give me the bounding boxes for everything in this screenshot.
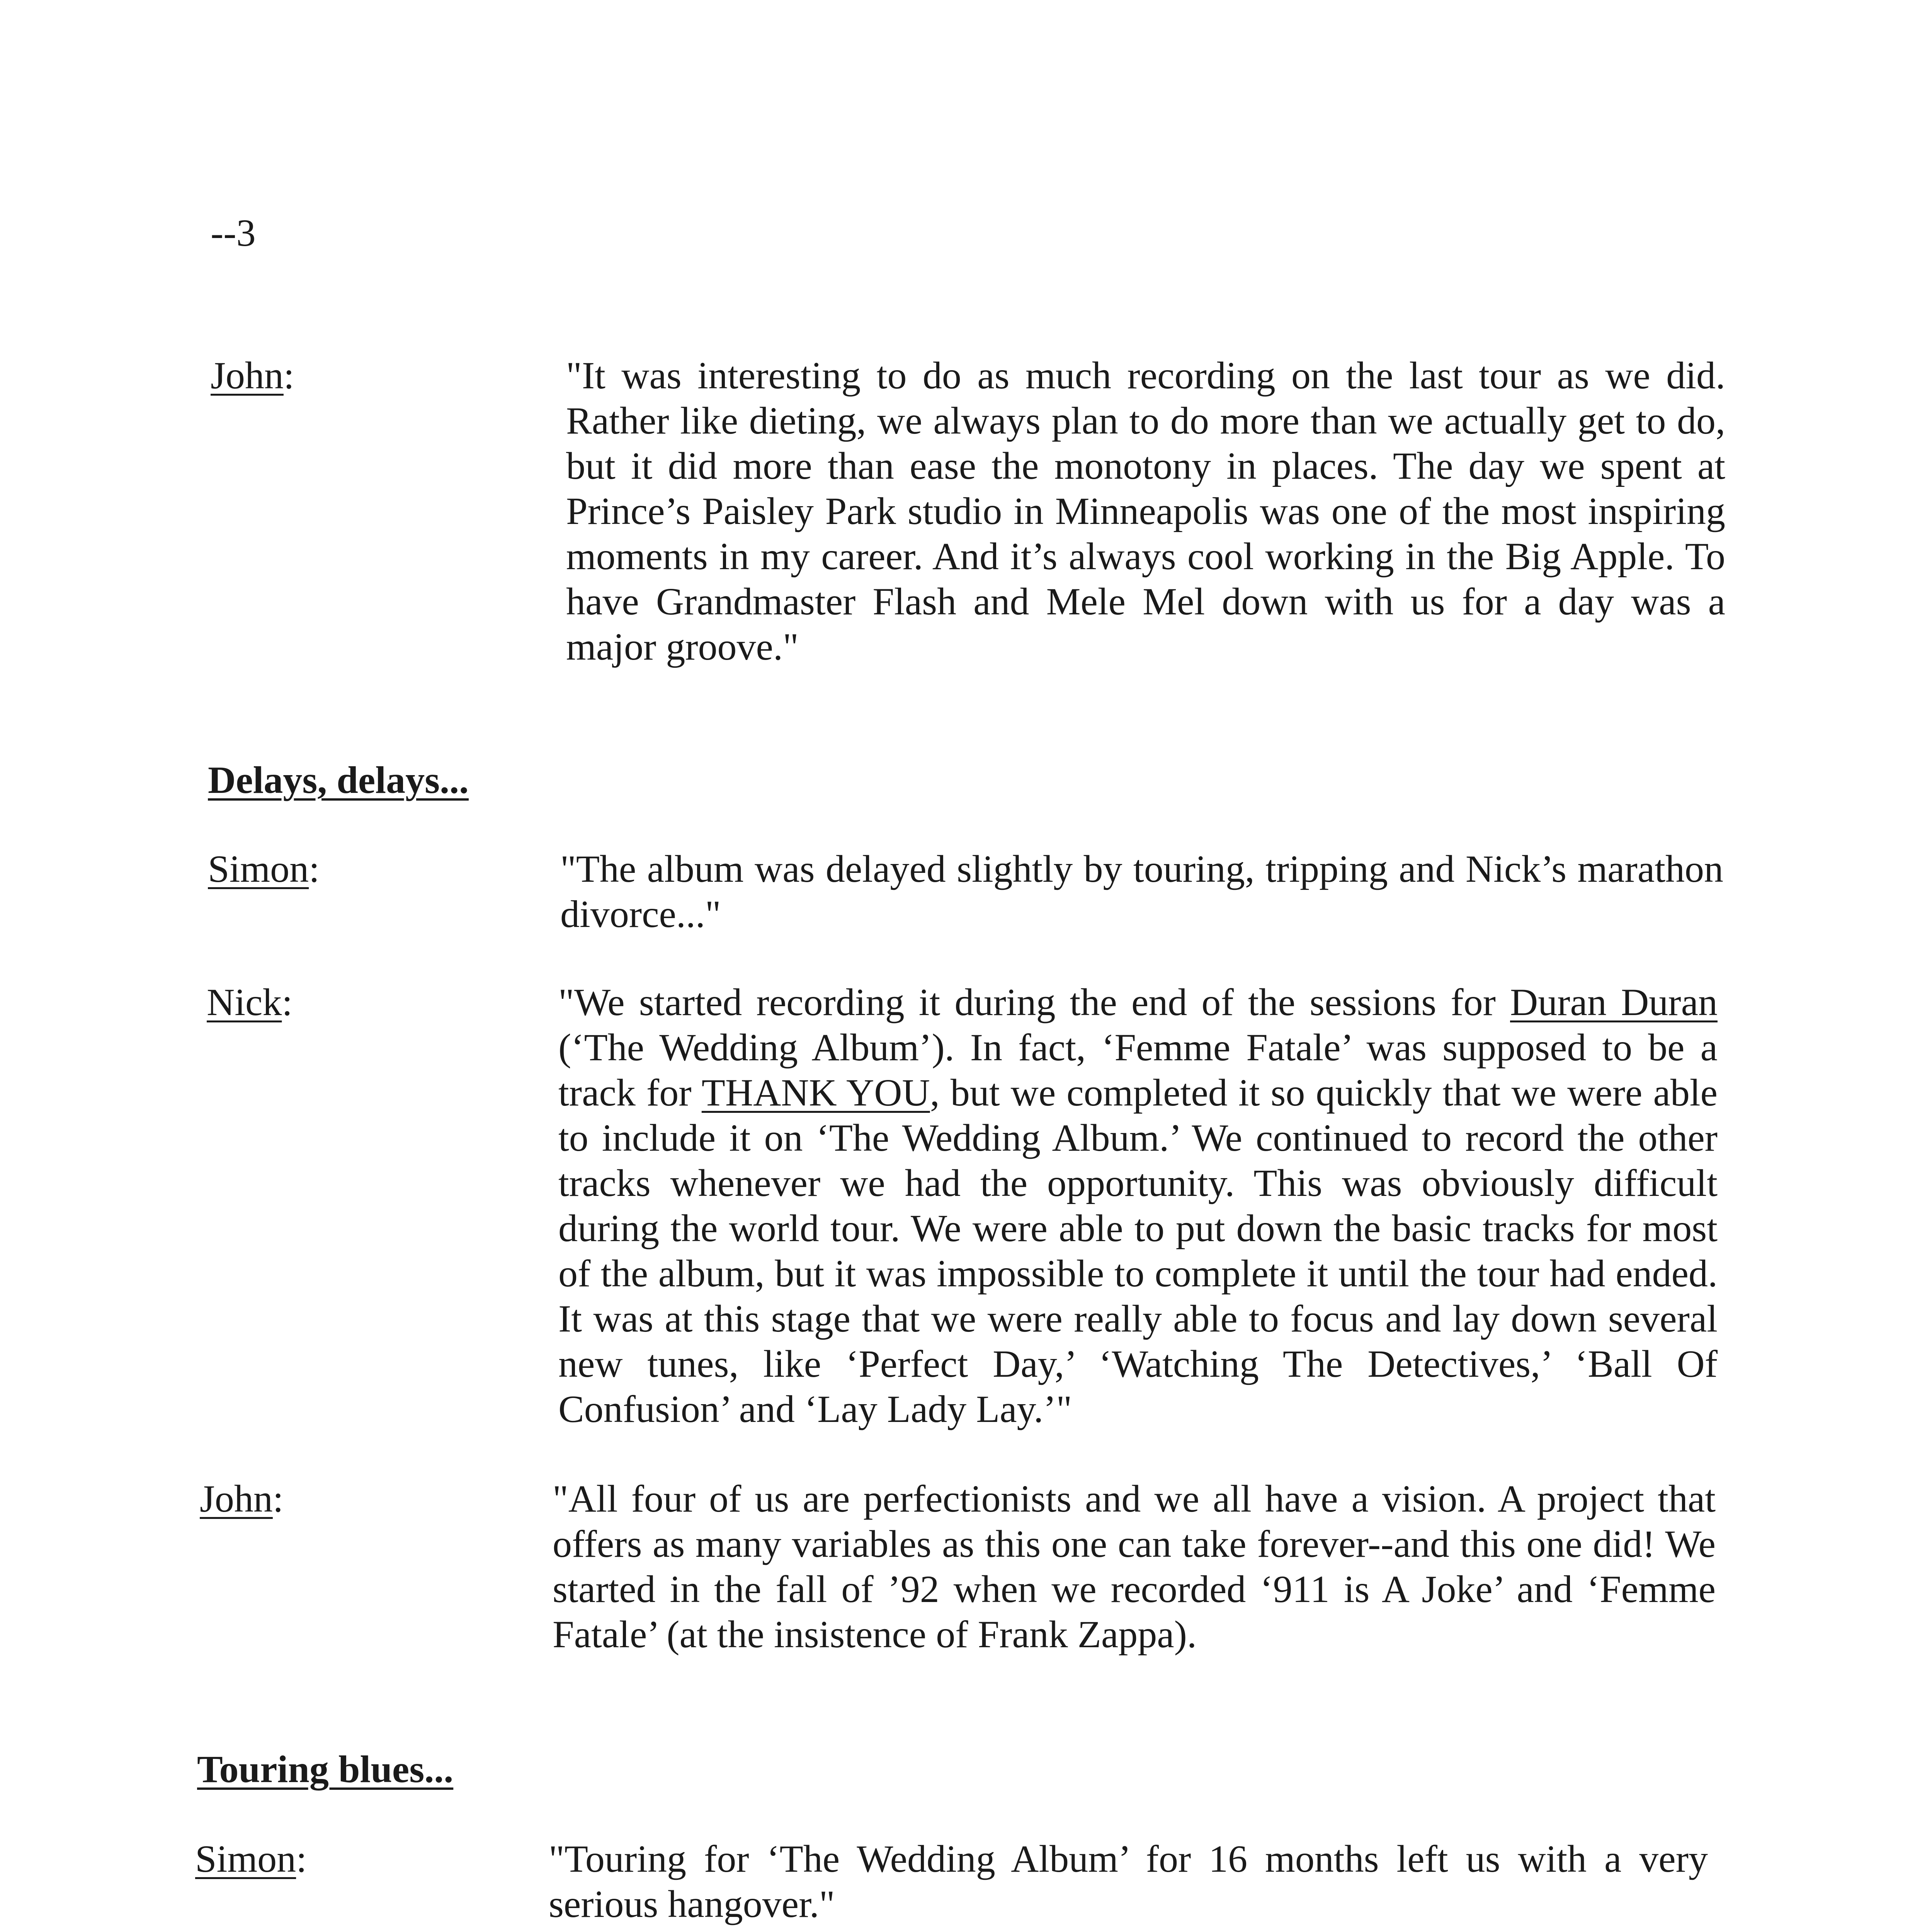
section-heading-touring: Touring blues... (197, 1748, 454, 1791)
quote-simon-1: "The album was delayed slightly by touring, tripping and Nick’s marathon divorce..." (560, 847, 1723, 935)
quote-text: "We started recording it during the end of the sessions for (558, 981, 1510, 1024)
page-number: --3 (211, 211, 256, 254)
speaker-simon: Simon: (195, 1837, 307, 1880)
quote-simon-2: "Touring for ‘The Wedding Album’ for 16 months left us with a very serious hangover." (549, 1837, 1708, 1925)
quote-nick-1 (558, 980, 1718, 1432)
quote-john-2: "All four of us are perfectionists and we all have a vision. A project that offers as many variables as this one can take forever--and this one did! We started in the fall of ’92 when we recorded ‘911 is A Joke’ and ‘Femme Fatale’ (at the insistence of Frank Zappa). (553, 1477, 1716, 1656)
speaker-john: John: (200, 1477, 284, 1520)
quote-text: , but we completed it so quickly that we were able to include it on ‘The Wedding Album.’ We continued to record the other tracks whenever we had the opportunity. This was obviously difficult during the world tour. We were able to put down the basic tracks for most of the album, but it was impossible to complete it until the tour had ended. It was at this stage that we were really able to focus and lay down several new tunes, like ‘Perfect Day,’ ‘Watching The Detectives,’ ‘Ball Of Confusion’ and ‘Lay Lady Lay.’" (558, 1071, 1718, 1430)
speaker-name: John (211, 354, 284, 397)
speaker-name: Simon (208, 847, 309, 890)
speaker-name: Simon (195, 1837, 296, 1880)
album-title: THANK YOU (701, 1071, 930, 1114)
speaker-john: John: (211, 354, 294, 397)
speaker-name: John (200, 1477, 273, 1520)
quote-text: (‘The Wedding Album’). In fact, ‘Femme Fatale’ was supposed to be a track for (558, 1026, 1718, 1114)
speaker-name: Nick (207, 981, 282, 1024)
quote-john-1: "It was interesting to do as much recording on the last tour as we did. Rather like dieting, we always plan to do more than we actually get to do, but it did more than ease the monotony in places. The day we spent at Prince’s Paisley Park studio in Minneapolis was one of the most inspiring moments in my career. And it’s always cool working in the Big Apple. To have Grandmaster Flash and Mele Mel down with us for a day was a major groove." (566, 354, 1725, 668)
speaker-simon: Simon: (208, 847, 320, 890)
section-heading-delays: Delays, delays... (208, 759, 469, 801)
speaker-nick: Nick: (207, 981, 293, 1024)
album-title: Duran Duran (1510, 981, 1718, 1024)
